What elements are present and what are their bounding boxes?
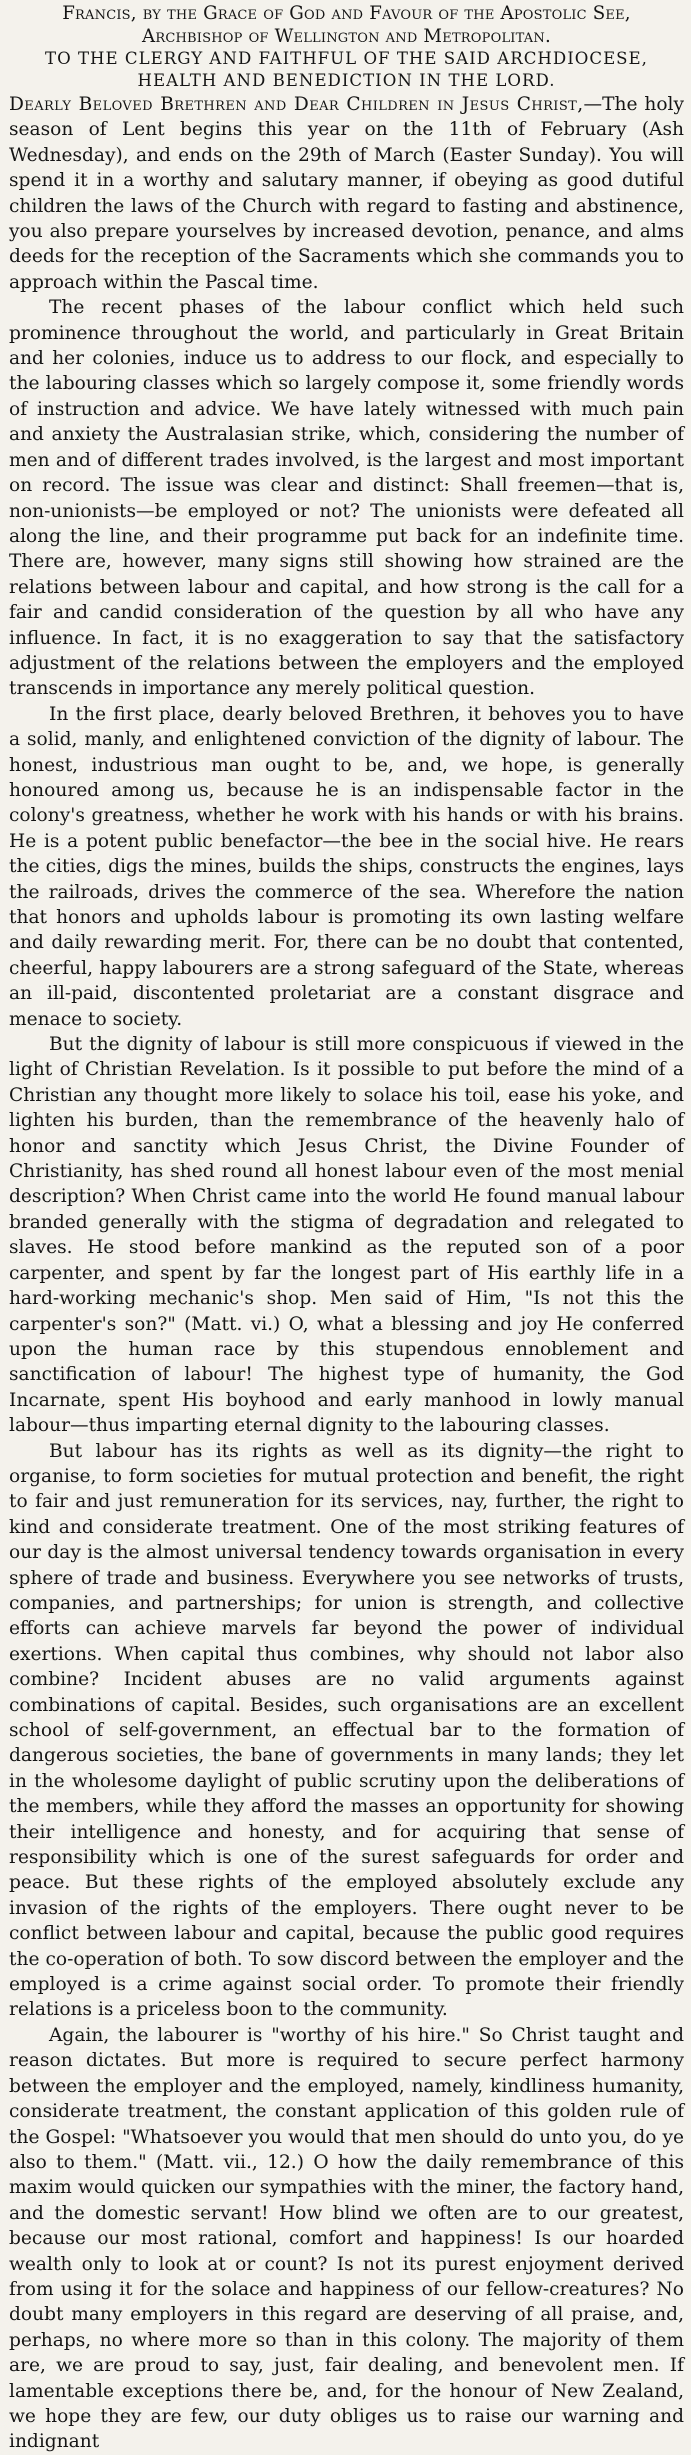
address-line-2: HEALTH AND BENEDICTION IN THE LORD.: [137, 71, 556, 90]
paragraph-5: But labour has its rights as well as its dignity—the right to organise, to form societies for mutual protection and benefit, the right to fair and just remuneration for its services, nay, further, the right to kind and considerate treatment. One of the most striking features of our day is the almost universal tendency towards organisation in every sphere of trade and business. Everywhere you see networks of trusts, companies, and partnerships; for union is strength, and collective efforts can achieve marvels far beyond the power of individual exertions. When capital thus combines, why should not labor also combine? Incident abuses are no valid arguments against combinations of capital. Besides, such organisations are an excellent school of self-government, an effectual bar to the formation of dangerous societies, the bane of governments in many lands; they let in the wholesome daylight of public scrutiny upon the deliberations of the members, while they afford the masses an opportunity for showing their intelligence and honesty, and for acquiring that sense of responsibility which is one of the surest safeguards for order and peace. But these rights of the employed absolutely exclude any invasion of the rights of the employers. There ought never to be conflict between labour and capital, because the public good requires the co-operation of both. To sow discord between the employer and the employed is a crime against social order. To promote their friendly relations is a priceless boon to the community.: [9, 1440, 684, 2021]
paragraph-1-text: —The holy season of Lent begins this year on the 11th of February (Ash Wednesday), and ends on the 29th of March (Easter Sunday). You will spend it in a worthy and salutary manner, if obeying as good dutiful children the laws of the Church with regard to fasting and abstinence, you also prepare yourselves by increased devotion, penance, and alms deeds for the reception of the Sacraments which she commands you to approach within the Pascal time.: [9, 94, 685, 293]
archbishop-title: , by the Grace of God and Favour of the Apostolic See, Archbishop of Wellington and Metropolitan.: [130, 3, 631, 47]
paragraph-4: But the dignity of labour is still more conspicuous if viewed in the light of Christian Revelation. Is it possible to put before the mind of a Christian any thought more likely to solace his toil, ease his yoke, and lighten his burden, than the remembrance of the heavenly halo of honor and sanctity which Jesus Christ, the Divine Founder of Christianity, has shed round all honest labour even of the most menial description? When Christ came into the world He found manual labour branded generally with the stigma of degradation and relegated to slaves. He stood before mankind as the reputed son of a poor carpenter, and spent by far the longest part of His earthly life in a hard-working mechanic's shop. Men said of Him, "Is not this the carpenter's son?" (Matt. vi.) O, what a blessing and joy He conferred upon the human race by this stupendous ennoblement and sanctification of labour! The highest type of humanity, the God Incarnate, spent His boyhood and early manhood in lowly manual labour—thus imparting eternal dignity to the labouring classes.: [9, 1034, 684, 1437]
paragraph-1: [9, 92, 684, 295]
address-line-1: TO THE CLERGY AND FAITHFUL OF THE SAID ARCHDIOCESE,: [45, 49, 648, 68]
paragraph-2: The recent phases of the labour conflict which held such prominence throughout the world, and particularly in Great Britain and her colonies, induce us to address to our flock, and especially to the labouring classes which so largely compose it, some friendly words of instruction and advice. We have lately witnessed with much pain and anxiety the Australasian strike, which, considering the number of men and of different trades involved, is the largest and most important on record. The issue was clear and distinct: Shall freemen—that is, non-unionists—be employed or not? The unionists were defeated all along the line, and their programme put back for an indefinite time. There are, however, many signs still showing how strained are the relations between labour and capital, and how strong is the call for a fair and candid consideration of the question by all who have any influence. In fact, it is no exaggeration to say that the satisfactory adjustment of the relations between the employers and the employed transcends in importance any merely political question.: [9, 297, 684, 700]
paragraph-3: In the first place, dearly beloved Brethren, it behoves you to have a solid, manly, and enlightened conviction of the dignity of labour. The honest, industrious man ought to be, and, we hope, is generally honoured among us, because he is an indispensable factor in the colony's greatness, whether he work with his hands or with his brains. He is a potent public benefactor—the bee in the social hive. He rears the cities, digs the mines, builds the ships, constructs the engines, lays the railroads, drives the commerce of the sea. Wherefore the nation that honors and upholds labour is promoting its own lasting welfare and daily rewarding merit. For, there can be no doubt that contented, cheerful, happy labourers are a strong safeguard of the State, whereas an ill-paid, discontented proletariat are a constant disgrace and menace to society.: [9, 703, 684, 1030]
paragraph-6: Again, the labourer is "worthy of his hire." So Christ taught and reason dictates. But more is required to secure perfect harmony between the employer and the employed, namely, kindliness humanity, considerate treatment, the constant application of this golden rule of the Gospel: "Whatsoever you would that men should do unto you, do ye also to them." (Matt. vii., 12.) O how the daily remembrance of this maxim would quicken our sympathies with the miner, the factory hand, and the domestic servant! How blind we often are to our greatest, because our most rational, comfort and happiness! Is our hoarded wealth only to look at or count? Is not its purest enjoyment derived from using it for the solace and happiness of our fellow-creatures? No doubt many employers in this regard are deserving of all praise, and, perhaps, no where more so than in this colony. The majority of them are, we are proud to say, just, fair dealing, and benevolent men. If lamentable exceptions there be, and, for the honour of New Zealand, we hope they are few, our duty obliges us to raise our warning and indignant: [9, 2024, 684, 2453]
salutation: Dearly Beloved Brethren and Dear Children in Jesus Christ,: [9, 94, 584, 115]
archbishop-name: Francis: [62, 3, 131, 24]
letter-heading: [9, 2, 684, 48]
